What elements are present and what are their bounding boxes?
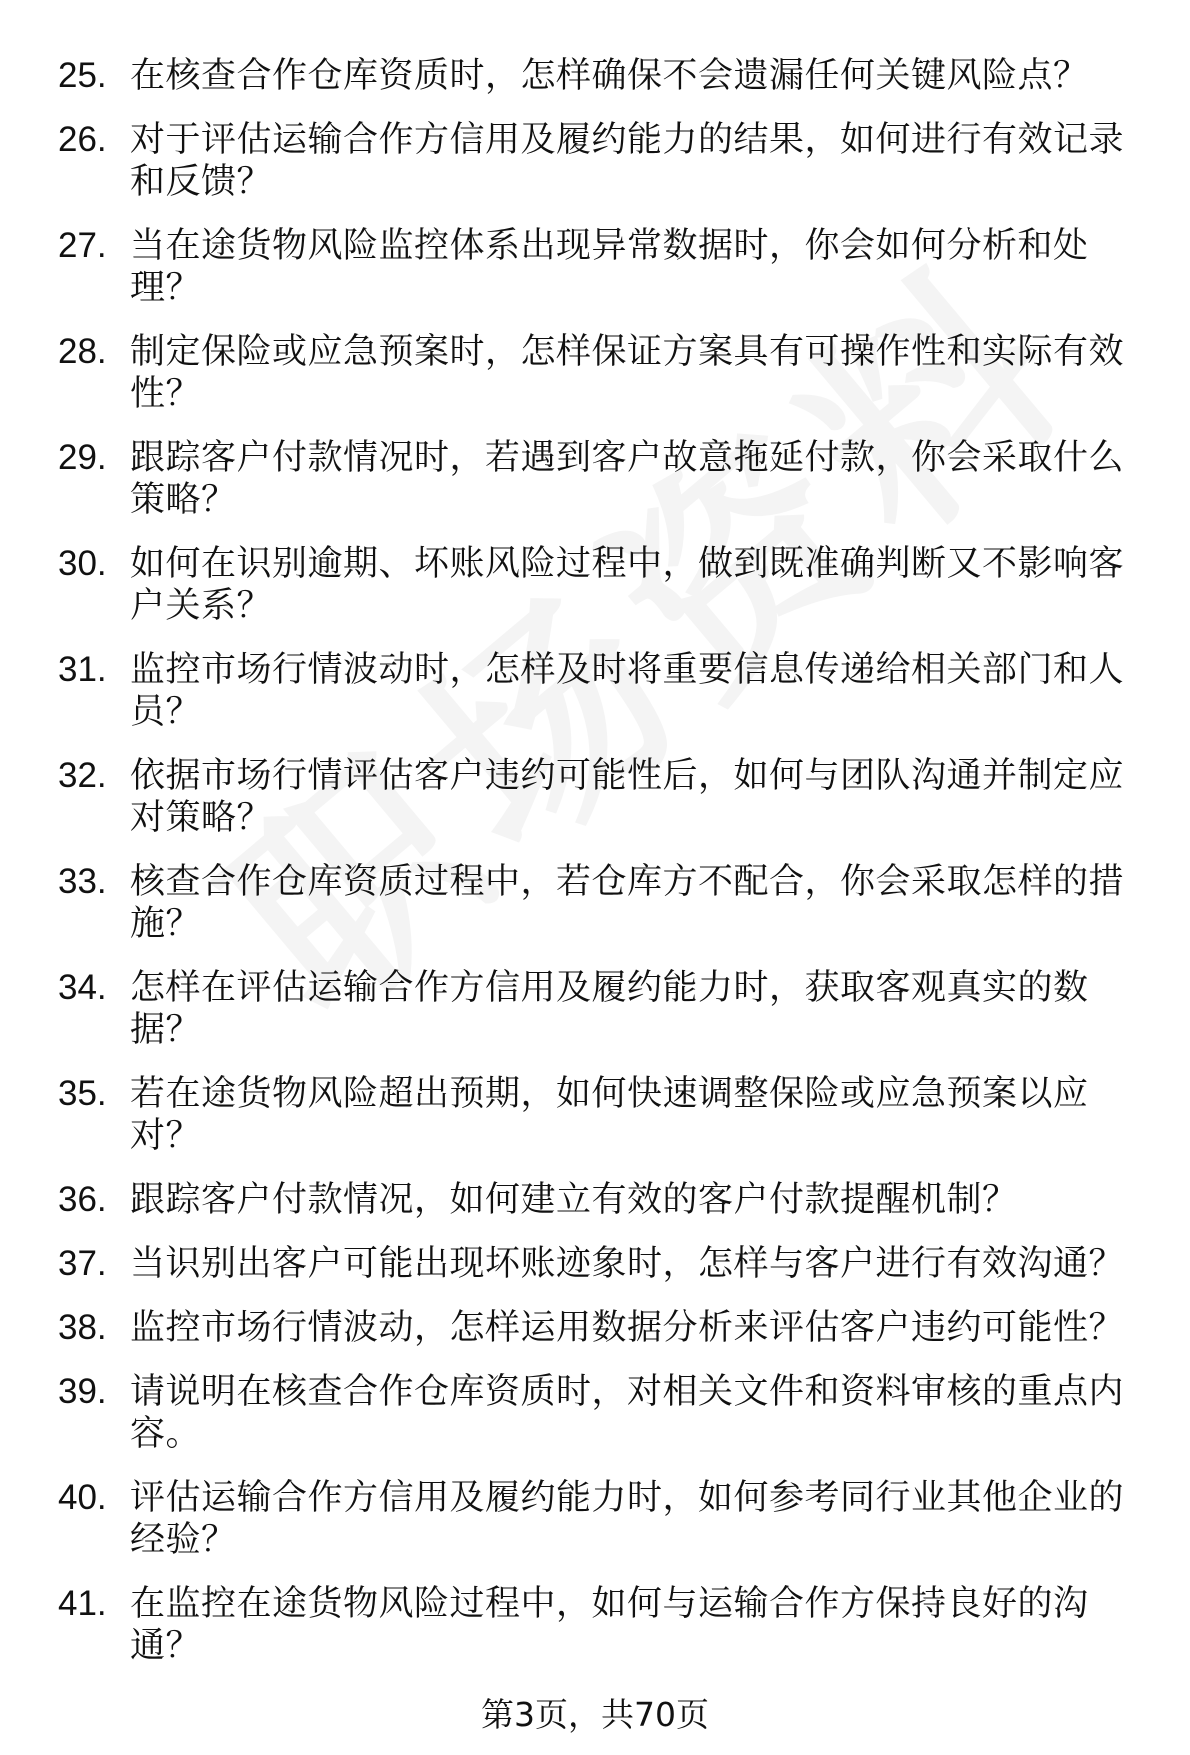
- question-number: 33.: [58, 862, 107, 901]
- question-item: [58, 543, 1158, 627]
- question-number: 40.: [58, 1478, 107, 1517]
- question-text: 跟踪客户付款情况时，若遇到客户故意拖延付款，你会采取什么策略？: [130, 438, 1125, 520]
- question-list: [58, 55, 1158, 1689]
- question-number: 30.: [58, 544, 107, 583]
- question-item: [58, 967, 1158, 1051]
- question-number: 37.: [58, 1244, 107, 1283]
- question-text: 若在途货物风险超出预期，如何快速调整保险或应急预案以应对？: [130, 1074, 1089, 1156]
- question-number: 27.: [58, 226, 107, 265]
- question-item: [58, 1307, 1158, 1349]
- page-number-label: 第3页，共70页: [481, 1695, 709, 1734]
- question-item: [58, 1477, 1158, 1561]
- question-text: 当在途货物风险监控体系出现异常数据时，你会如何分析和处理？: [130, 226, 1089, 308]
- question-text: 监控市场行情波动时，怎样及时将重要信息传递给相关部门和人员？: [130, 650, 1125, 732]
- question-number: 31.: [58, 650, 107, 689]
- question-item: [58, 649, 1158, 733]
- question-number: 26.: [58, 120, 107, 159]
- question-text: 请说明在核查合作仓库资质时，对相关文件和资料审核的重点内容。: [130, 1372, 1125, 1454]
- question-item: [58, 1371, 1158, 1455]
- question-item: [58, 55, 1158, 97]
- question-text: 在核查合作仓库资质时，怎样确保不会遗漏任何关键风险点？: [130, 56, 1089, 96]
- question-item: [58, 1179, 1158, 1221]
- question-item: [58, 437, 1158, 521]
- question-number: 32.: [58, 756, 107, 795]
- question-text: 在监控在途货物风险过程中，如何与运输合作方保持良好的沟通？: [130, 1584, 1089, 1666]
- question-item: [58, 225, 1158, 309]
- question-text: 如何在识别逾期、坏账风险过程中，做到既准确判断又不影响客户关系？: [130, 544, 1125, 626]
- question-text: 制定保险或应急预案时，怎样保证方案具有可操作性和实际有效性？: [130, 332, 1125, 414]
- question-item: [58, 1243, 1158, 1285]
- question-number: 35.: [58, 1074, 107, 1113]
- question-text: 依据市场行情评估客户违约可能性后，如何与团队沟通并制定应对策略？: [130, 756, 1125, 838]
- question-text: 核查合作仓库资质过程中，若仓库方不配合，你会采取怎样的措施？: [130, 862, 1125, 944]
- question-number: 39.: [58, 1372, 107, 1411]
- question-item: [58, 755, 1158, 839]
- question-number: 29.: [58, 438, 107, 477]
- question-text: 跟踪客户付款情况，如何建立有效的客户付款提醒机制？: [130, 1180, 1018, 1220]
- question-number: 38.: [58, 1308, 107, 1347]
- question-number: 36.: [58, 1180, 107, 1219]
- question-item: [58, 119, 1158, 203]
- question-item: [58, 331, 1158, 415]
- question-number: 28.: [58, 332, 107, 371]
- question-item: [58, 1073, 1158, 1157]
- question-text: 评估运输合作方信用及履约能力时，如何参考同行业其他企业的经验？: [130, 1478, 1125, 1560]
- page-footer: [0, 1695, 1190, 1735]
- question-number: 34.: [58, 968, 107, 1007]
- question-item: [58, 861, 1158, 945]
- question-item: [58, 1583, 1158, 1667]
- question-number: 41.: [58, 1584, 107, 1623]
- question-text: 当识别出客户可能出现坏账迹象时，怎样与客户进行有效沟通？: [130, 1244, 1125, 1284]
- question-text: 监控市场行情波动，怎样运用数据分析来评估客户违约可能性？: [130, 1308, 1125, 1348]
- question-number: 25.: [58, 56, 107, 95]
- question-text: 怎样在评估运输合作方信用及履约能力时，获取客观真实的数据？: [130, 968, 1089, 1050]
- question-text: 对于评估运输合作方信用及履约能力的结果，如何进行有效记录和反馈？: [130, 120, 1125, 202]
